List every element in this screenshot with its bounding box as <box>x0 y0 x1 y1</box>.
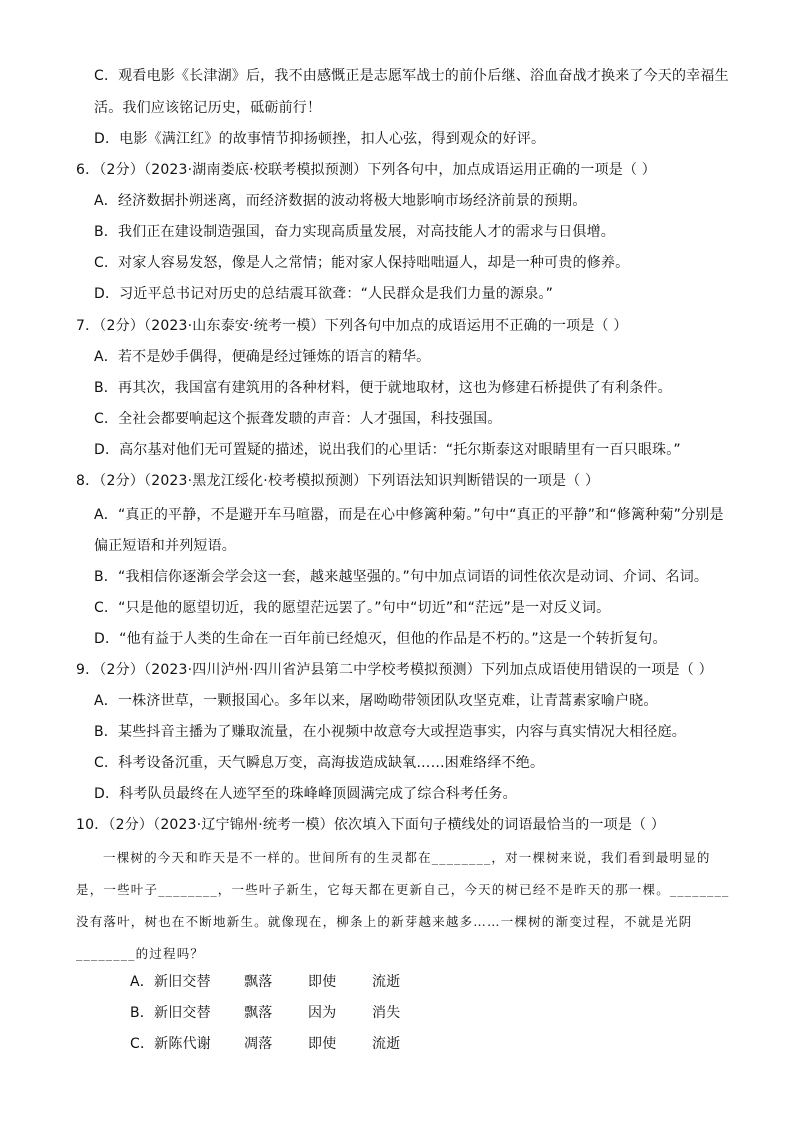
choice-row-a: A．新旧交替 飘落 即使 流逝 <box>130 974 401 990</box>
answer-option: A．“真正的平静，不是避开车马喧嚣，而是在心中修篱种菊。”句中“真正的平静”和“修篱种菊”分别是 <box>94 507 724 523</box>
answer-option: A．一株济世草，一颗报国心。多年以来，屠呦呦带领团队攻坚克难，让青蒿素家喻户晓。 <box>94 693 658 709</box>
answer-option: D．“他有益于人类的生命在一百年前已经熄灭，但他的作品是不朽的。”这是一个转折复句。 <box>94 631 667 647</box>
question-stem: 6．（2分）（2023·湖南娄底·校联考模拟预测）下列各句中，加点成语运用正确的一项是（ ） <box>76 162 656 178</box>
passage-line: 一棵树的今天和昨天是不一样的。世间所有的生灵都在________，对一棵树来说，我们看到最明显的 <box>103 850 711 865</box>
answer-option: A．若不是妙手偶得，便确是经过锤炼的语言的精华。 <box>94 349 431 365</box>
answer-option: C．全社会都要响起这个振聋发聩的声音：人才强国，科技强国。 <box>94 411 502 427</box>
passage-line: 是，一些叶子________，一些叶子新生，它每天都在更新自己，今天的树已经不是昨天的那一棵。________ <box>76 882 730 897</box>
answer-option: D．电影《满江红》的故事情节抑扬顿挫，扣人心弦，得到观众的好评。 <box>94 131 546 147</box>
passage-line: ________的过程吗？ <box>76 946 205 961</box>
question-stem: 10．（2分）（2023·辽宁锦州·统考一模）依次填入下面句子横线处的词语最恰当的一项是（ ） <box>76 817 666 833</box>
passage-line: 没有落叶，树也在不断地新生。就像现在，柳条上的新芽越来越多……一棵树的渐变过程，不就是光阴 <box>76 914 693 929</box>
answer-option: C．科考设备沉重，天气瞬息万变，高海拔造成缺氧……困难络绎不绝。 <box>94 755 545 771</box>
question-stem: 8．（2分）（2023·黑龙江绥化·校考模拟预测）下列语法知识判断错误的一项是（ ） <box>76 473 600 489</box>
answer-option: B．某些抖音主播为了赚取流量，在小视频中故意夸大或捏造事实，内容与真实情况大相径庭。 <box>94 724 687 740</box>
answer-option: 活。我们应该铭记历史，砥砺前行！ <box>94 100 322 116</box>
choice-row-b: B．新旧交替 飘落 因为 消失 <box>130 1005 401 1021</box>
answer-option: A．经济数据扑朔迷离，而经济数据的波动将极大地影响市场经济前景的预期。 <box>94 193 587 209</box>
answer-option: 偏正短语和并列短语。 <box>94 538 236 554</box>
answer-option: C．观看电影《长津湖》后，我不由感慨正是志愿军战士的前仆后继、浴血奋战才换来了今天的幸福生 <box>94 68 729 84</box>
answer-option: B．我们正在建设制造强国，奋力实现高质量发展，对高技能人才的需求与日俱增。 <box>94 224 616 240</box>
choice-row-c: C．新陈代谢 凋落 即使 流逝 <box>130 1036 401 1052</box>
question-stem: 9．（2分）（2023·四川泸州·四川省泸县第二中学校考模拟预测）下列加点成语使用错误的一项是（ ） <box>76 662 713 678</box>
question-stem: 7．（2分）（2023·山东泰安·统考一模）下列各句中加点的成语运用不正确的一项是（ ） <box>76 318 628 334</box>
answer-option: B．再其次，我国富有建筑用的各种材料，便于就地取材，这也为修建石桥提供了有利条件。 <box>94 380 672 396</box>
answer-option: D．科考队员最终在人迹罕至的珠峰峰顶圆满完成了综合科考任务。 <box>94 786 517 802</box>
answer-option: C．对家人容易发怒，像是人之常情；能对家人保持咄咄逼人，却是一种可贵的修养。 <box>94 255 630 271</box>
answer-option: D．高尔基对他们无可置疑的描述，说出我们的心里话：“托尔斯泰这对眼睛里有一百只眼珠。” <box>94 442 681 458</box>
answer-option: B．“我相信你逐渐会学会这一套，越来越坚强的。”句中加点词语的词性依次是动词、介词、名词。 <box>94 569 709 585</box>
answer-option: C．“只是他的愿望切近，我的愿望茫远罢了。”句中“切近”和“茫远”是一对反义词。 <box>94 600 611 616</box>
answer-option: D．习近平总书记对历史的总结震耳欲聋：“人民群众是我们力量的源泉。” <box>94 286 554 302</box>
